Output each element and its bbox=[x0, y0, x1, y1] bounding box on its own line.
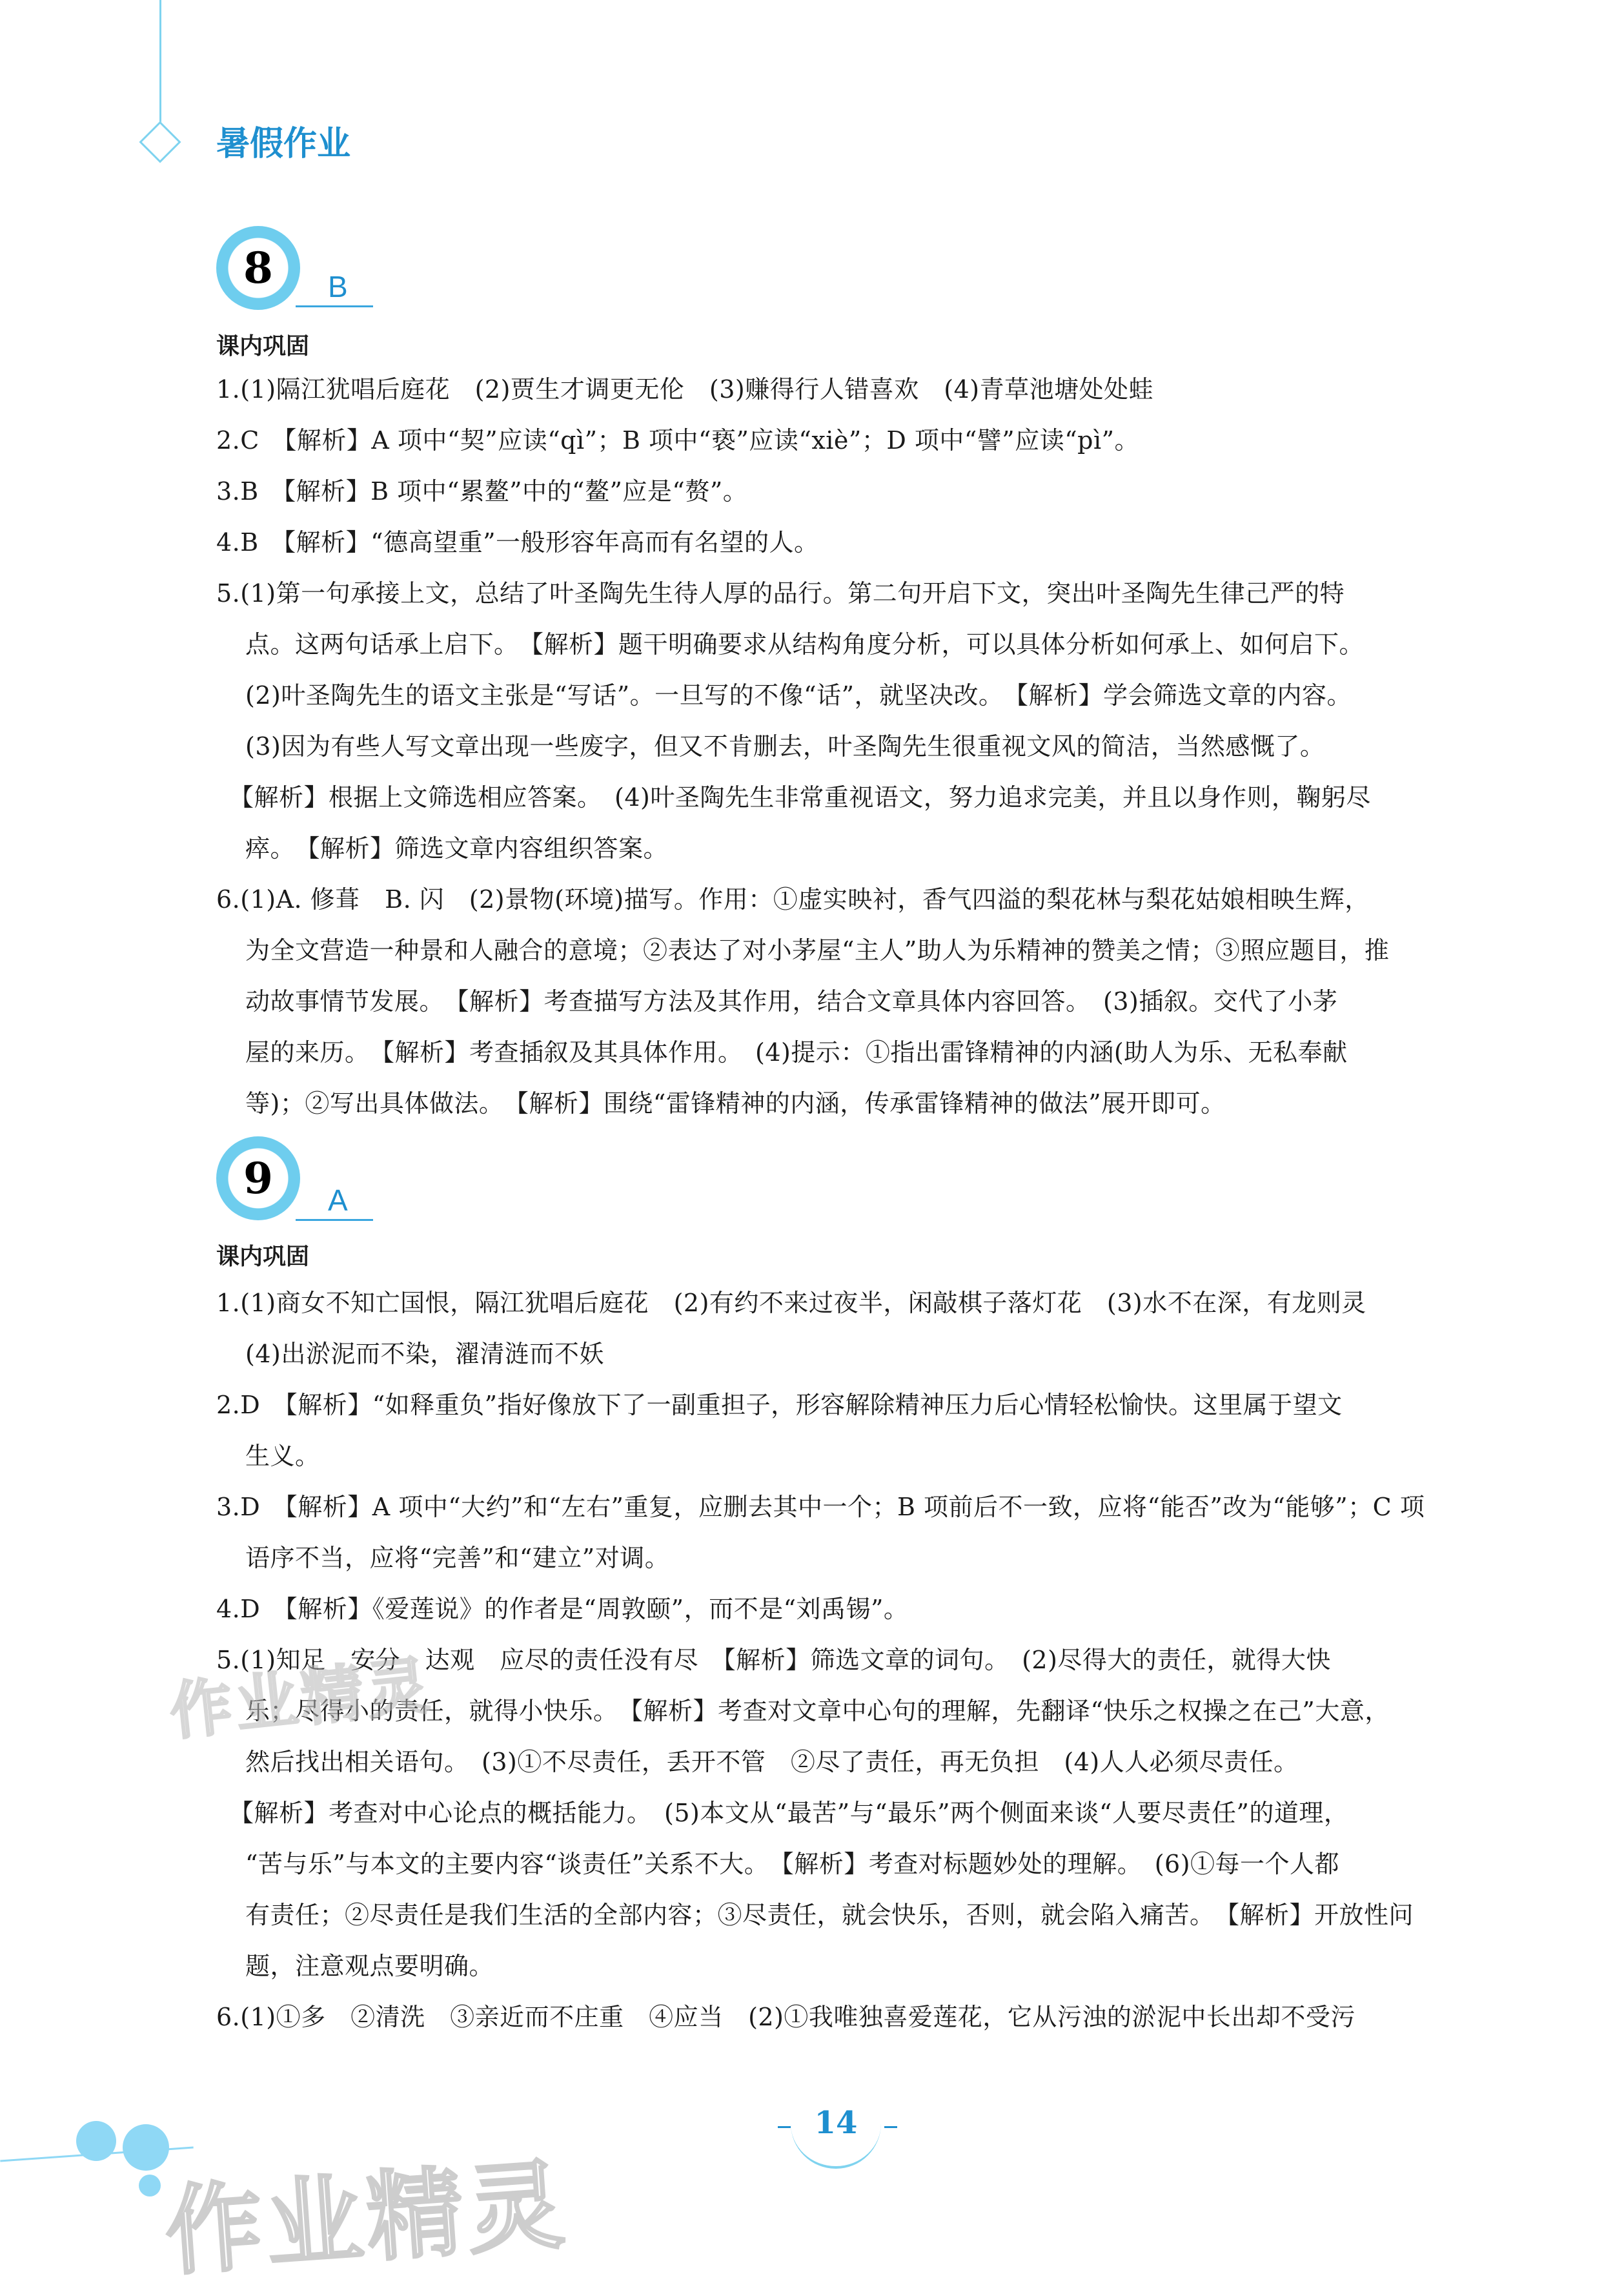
text-line: 瘁。 【解析】筛选文章内容组织答案。 bbox=[245, 834, 669, 863]
bubble-small bbox=[139, 2175, 161, 2197]
page-number-dash-left bbox=[778, 2126, 791, 2128]
text-line: 点。这两句话承上启下。 【解析】题干明确要求从结构角度分析，可以具体分析如何承上、如何启下。 bbox=[245, 630, 1365, 659]
header-title: 暑假作业 bbox=[216, 125, 351, 163]
section-9-badge bbox=[216, 1136, 300, 1220]
text-line: 【解析】考查对中心论点的概括能力。 (5)本文从“最苦”与“最乐”两个侧面来谈“人要尽责任”的道理， bbox=[229, 1799, 1349, 1827]
section-9-number: 9 bbox=[243, 1153, 273, 1203]
text-line: 4.D 【解析】《爱莲说》的作者是“周敦颐”，而不是“刘禹锡”。 bbox=[216, 1595, 909, 1623]
text-line: 屋的来历。 【解析】考查插叙及其具体作用。 (4)提示：①指出雷锋精神的内涵(助人为乐、无私奉献 bbox=[245, 1038, 1348, 1067]
text-line: 1.(1)隔江犹唱后庭花 (2)贾生才调更无伦 (3)赚得行人错喜欢 (4)青草池塘处处蛙 bbox=[216, 375, 1154, 404]
section-9-level: A bbox=[328, 1183, 348, 1217]
watermark-small: 作业精灵 bbox=[167, 1648, 436, 1748]
text-line: 生义。 bbox=[245, 1442, 320, 1470]
text-line: 然后找出相关语句。 (3)①不尽责任，丢开不管 ②尽了责任，再无负担 (4)人人必须尽责任。 bbox=[245, 1748, 1299, 1776]
text-line: 等)；②写出具体做法。 【解析】围绕“雷锋精神的内涵，传承雷锋精神的做法”展开即可。 bbox=[245, 1089, 1226, 1118]
page-number-dash-right bbox=[884, 2126, 897, 2128]
text-line: 5.(1)知足 安分 达观 应尽的责任没有尽 【解析】筛选文章的词句。 (2)尽得大的责任，就得大快 bbox=[216, 1646, 1331, 1674]
text-line: “苦与乐”与本文的主要内容“谈责任”关系不大。 【解析】考查对标题妙处的理解。 (6)①每一个人都 bbox=[245, 1850, 1340, 1878]
text-line: 3.B 【解析】B 项中“累鳌”中的“鳌”应是“赘”。 bbox=[216, 477, 748, 506]
bubble-large bbox=[76, 2121, 116, 2161]
text-line: 动故事情节发展。 【解析】考查描写方法及其作用，结合文章具体内容回答。 (3)插叙。交代了小茅 bbox=[245, 987, 1338, 1016]
page-number: 14 bbox=[814, 2105, 858, 2141]
text-line: 题，注意观点要明确。 bbox=[245, 1952, 494, 1980]
text-line: (2)叶圣陶先生的语文主张是“写话”。一旦写的不像“话”，就坚决改。 【解析】学会筛选文章的内容。 bbox=[245, 681, 1352, 710]
text-line: 2.D 【解析】“如释重负”指好像放下了一副重担子，形容解除精神压力后心情轻松愉快。这里属于望文 bbox=[216, 1391, 1343, 1419]
section-8-number: 8 bbox=[243, 243, 273, 293]
text-line: 语序不当，应将“完善”和“建立”对调。 bbox=[245, 1544, 670, 1572]
text-line: 有责任；②尽责任是我们生活的全部内容；③尽责任，就会快乐，否则，就会陷入痛苦。 【解析】开放性问 bbox=[245, 1901, 1414, 1929]
text-line: 【解析】根据上文筛选相应答案。 (4)叶圣陶先生非常重视语文，努力追求完美，并且以身作则，鞠躬尽 bbox=[229, 783, 1371, 812]
header-diamond-icon bbox=[139, 121, 181, 163]
section-8-level: B bbox=[328, 270, 348, 303]
text-line: 为全文营造一种景和人融合的意境；②表达了对小茅屋“主人”助人为乐精神的赞美之情；③照应题目，推 bbox=[245, 936, 1390, 965]
section-8-badge bbox=[216, 226, 300, 310]
section-8-underline bbox=[296, 305, 373, 307]
text-line: 4.B 【解析】“德高望重”一般形容年高而有名望的人。 bbox=[216, 528, 819, 557]
section-9-underline bbox=[296, 1219, 373, 1221]
text-line: 6.(1)①多 ②清洗 ③亲近而不庄重 ④应当 (2)①我唯独喜爱莲花，它从污浊的淤泥中长出却不受污 bbox=[216, 2003, 1355, 2031]
text-line: 1.(1)商女不知亡国恨，隔江犹唱后庭花 (2)有约不来过夜半，闲敲棋子落灯花 (3)水不在深，有龙则灵 bbox=[216, 1289, 1366, 1317]
header-vertical-line bbox=[159, 0, 161, 123]
text-line: 3.D 【解析】A 项中“大约”和“左右”重复，应删去其中一个；B 项前后不一致，应将“能否”改为“能够”；C 项 bbox=[216, 1493, 1425, 1521]
text-line: 乐；尽得小的责任，就得小快乐。 【解析】考查对文章中心句的理解，先翻译“快乐之权操之在己”大意， bbox=[245, 1697, 1390, 1725]
section-9-heading: 课内巩固 bbox=[216, 1244, 310, 1270]
section-8-heading: 课内巩固 bbox=[216, 333, 310, 360]
text-line: (3)因为有些人写文章出现一些废字，但又不肯删去，叶圣陶先生很重视文风的简洁，当然感慨了。 bbox=[245, 732, 1325, 761]
text-line: 6.(1)A. 修葺 B. 闪 (2)景物(环境)描写。作用：①虚实映衬，香气四溢的梨花林与梨花姑娘相映生辉， bbox=[216, 885, 1370, 914]
text-line: 5.(1)第一句承接上文，总结了叶圣陶先生待人厚的品行。第二句开启下文，突出叶圣陶先生律己严的特 bbox=[216, 579, 1345, 608]
watermark-large: 作业精灵 bbox=[161, 2149, 572, 2289]
text-line: 2.C 【解析】A 项中“契”应读“qì”；B 项中“亵”应读“xiè”；D 项中“譬”应读“pì”。 bbox=[216, 426, 1140, 455]
text-line: (4)出淤泥而不染，濯清涟而不妖 bbox=[245, 1340, 604, 1368]
